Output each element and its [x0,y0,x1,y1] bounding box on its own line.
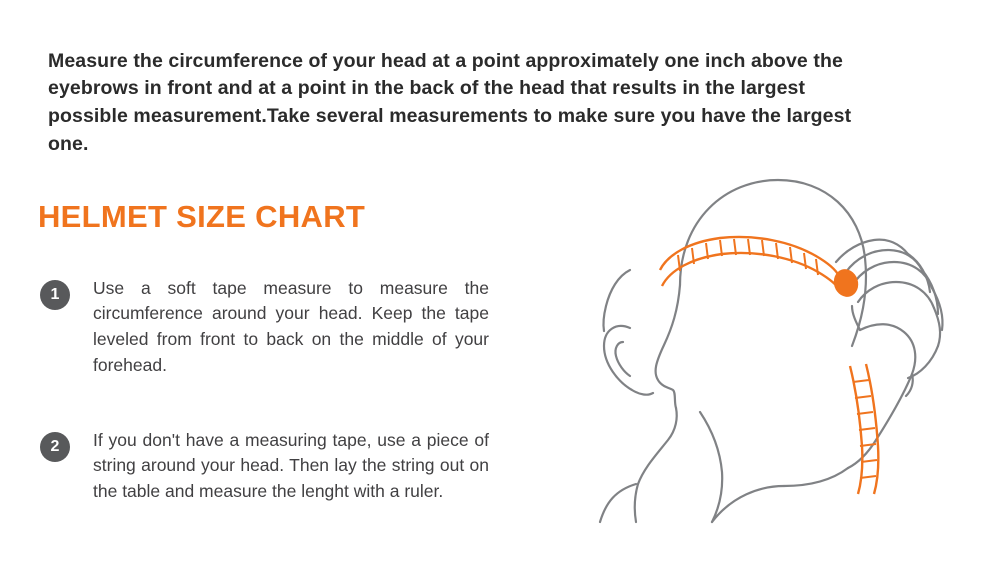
page-title: HELMET SIZE CHART [38,198,366,234]
step-number-badge: 2 [40,432,70,462]
intro-paragraph: Measure the circumference of your head at a point approximately one inch above the eyebrows in front and at a point in the back of the head that results in the largest possible measurement.Take several measurements to make sure you have the largest one. [48,49,852,155]
steps-list [40,258,540,580]
step-text: Use a soft tape measure to measure the circumference around your head. Keep the tape leveled from front to back on the middle of your forehead. [93,277,489,375]
head-measurement-illustration [560,150,990,550]
list-item [40,428,540,538]
list-item [40,276,540,386]
step-text: If you don't have a measuring tape, use a piece of string around your head. Then lay the string out on the table and measure the lenght with a ruler. [93,429,489,501]
step-number-badge: 1 [40,280,70,310]
